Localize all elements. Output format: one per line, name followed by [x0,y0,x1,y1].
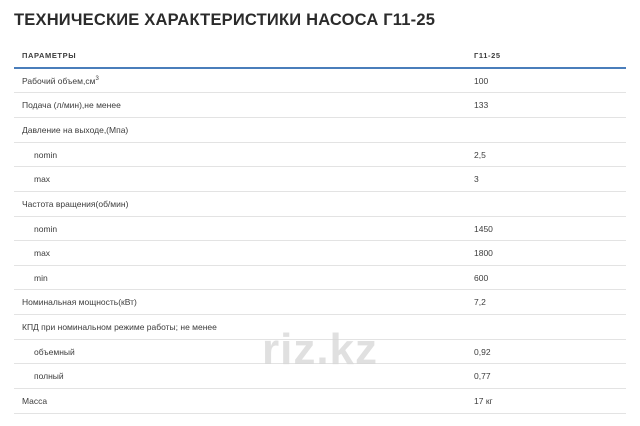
cell-parameter: max [14,241,466,266]
cell-value [466,118,626,143]
cell-value: 7,2 [466,290,626,315]
table-header-row [14,43,626,68]
cell-value [466,315,626,340]
table-row [14,142,626,167]
cell-parameter: nomin [14,142,466,167]
cell-value: 1800 [466,241,626,266]
table-row [14,339,626,364]
cell-parameter: Рабочий $объем,см^3$ [14,68,466,93]
cell-parameter: max [14,167,466,192]
table-row [14,167,626,192]
cell-parameter: КПД при номинальном режиме работы; не менее [14,315,466,340]
superscript: 3 [95,75,99,82]
cell-value: 133 [466,93,626,118]
cell-parameter: Давление на выходе,(Мпа) [14,118,466,143]
watermark: riz.kz [261,325,379,374]
table-row [14,315,626,340]
table-row [14,388,626,413]
cell-value: 2,5 [466,142,626,167]
column-header-parameters: ПАРАМЕТРЫ [14,43,466,68]
table-header [14,43,626,68]
table-row [14,68,626,93]
table-row [14,216,626,241]
cell-value: 3 [466,167,626,192]
table-row [14,290,626,315]
cell-parameter: nomin [14,216,466,241]
cell-value: 17 кг [466,388,626,413]
column-header-model: Г11-25 [466,43,626,68]
cell-value: 0,92 [466,339,626,364]
table-body [14,68,626,413]
cell-parameter: Частота вращения(об/мин) [14,191,466,216]
cell-parameter: Подача (л/мин),не менее [14,93,466,118]
table-row [14,93,626,118]
table-row [14,364,626,389]
table-row [14,265,626,290]
cell-parameter: объемный [14,339,466,364]
table-row [14,241,626,266]
cell-value: 100 [466,68,626,93]
cell-parameter: min [14,265,466,290]
cell-value: 600 [466,265,626,290]
table-row [14,118,626,143]
table-row [14,191,626,216]
page-title: ТЕХНИЧЕСКИЕ ХАРАКТЕРИСТИКИ НАСОСА Г11-25 [14,11,436,29]
cell-value: 1450 [466,216,626,241]
cell-parameter: Номинальная мощность(кВт) [14,290,466,315]
document-page [0,11,640,426]
cell-parameter: Масса [14,388,466,413]
cell-value: 0,77 [466,364,626,389]
cell-parameter: полный [14,364,466,389]
cell-value [466,191,626,216]
specifications-table [14,43,626,414]
